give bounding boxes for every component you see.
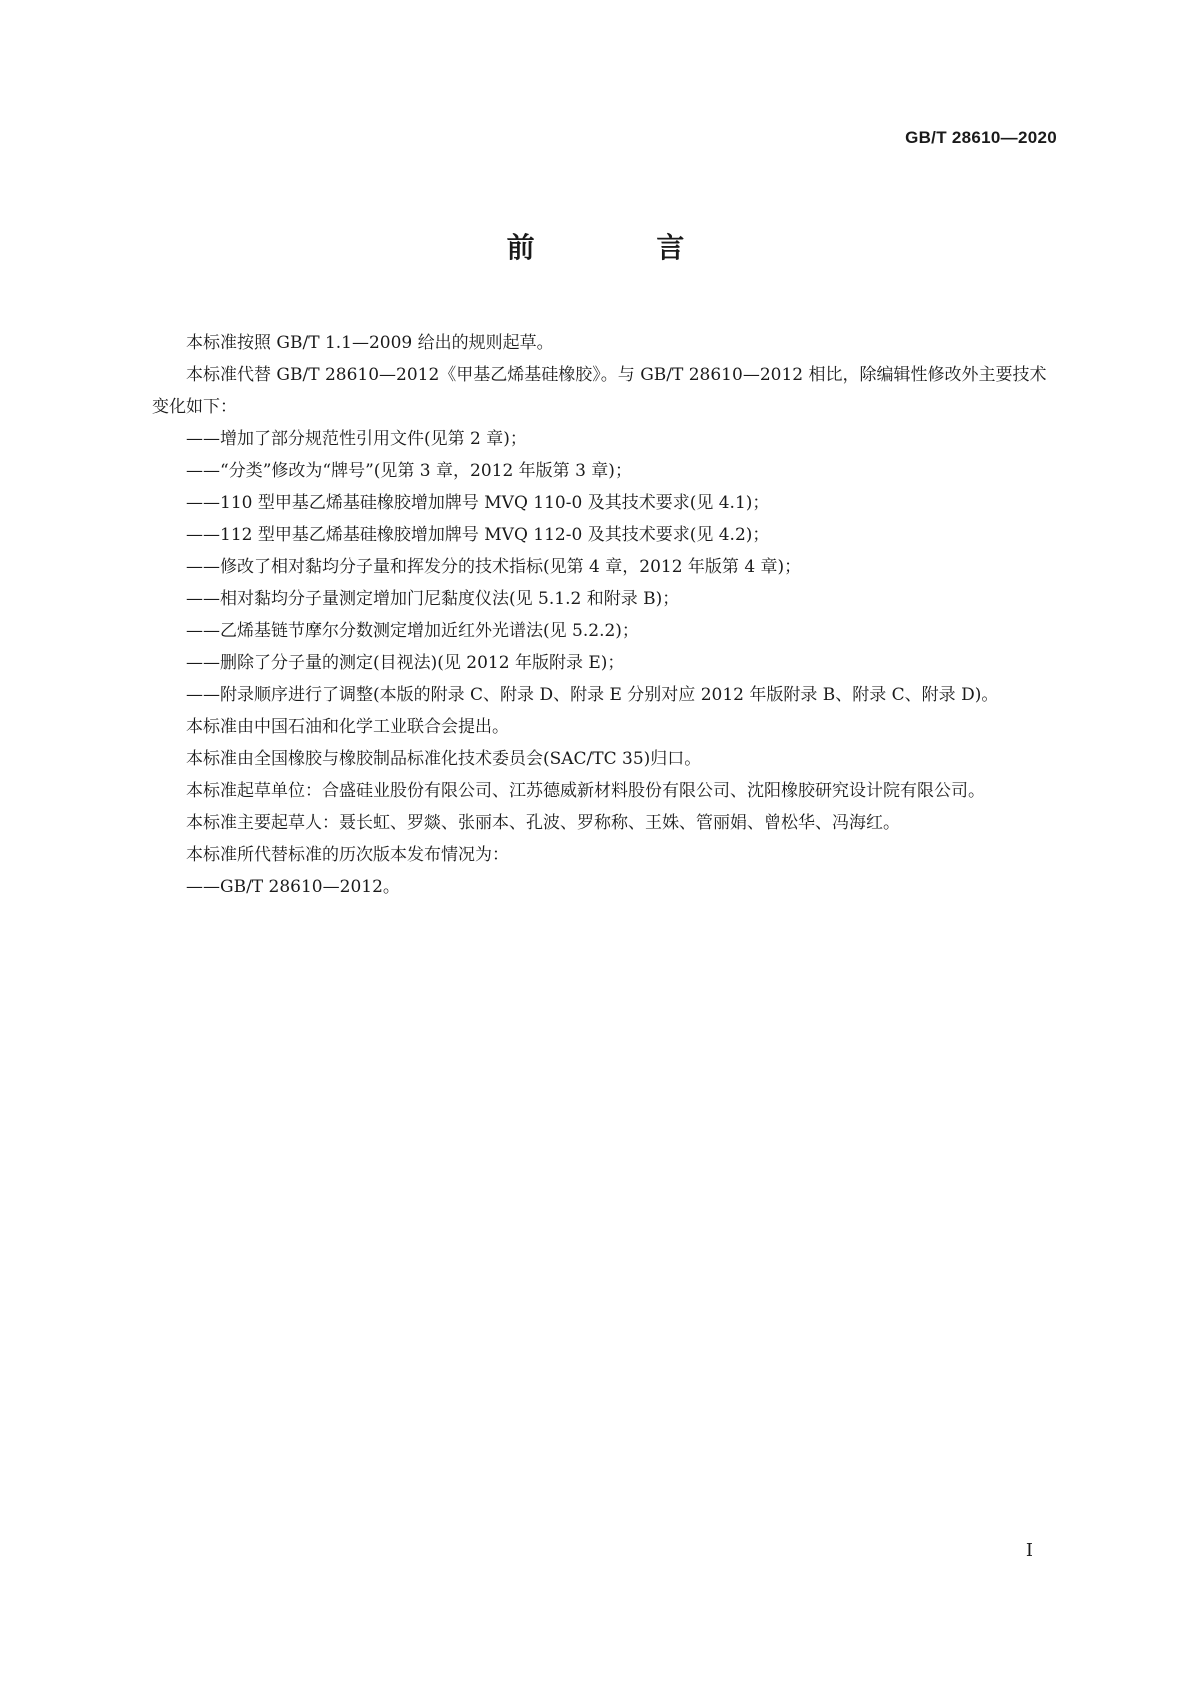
paragraph: 本标准主要起草人：聂长虹、罗燚、张丽本、孔波、罗称称、王姝、管丽娟、曾松华、冯海红。	[186, 813, 900, 833]
list-item: ——相对黏均分子量测定增加门尼黏度仪法(见 5.1.2 和附录 B)；	[186, 589, 680, 609]
list-item: ——附录顺序进行了调整(本版的附录 C、附录 D、附录 E 分别对应 2012 年版附录 B、附录 C、附录 D)。	[186, 685, 999, 705]
list-item: ——112 型甲基乙烯基硅橡胶增加牌号 MVQ 112-0 及其技术要求(见 4.2)；	[186, 525, 770, 545]
list-item: ——110 型甲基乙烯基硅橡胶增加牌号 MVQ 110-0 及其技术要求(见 4.1)；	[186, 493, 770, 513]
paragraph: 本标准起草单位：合盛硅业股份有限公司、江苏德威新材料股份有限公司、沈阳橡胶研究设计院有限公司。	[186, 781, 985, 801]
paragraph: 本标准代替 GB/T 28610—2012《甲基乙烯基硅橡胶》。与 GB/T 28610—2012 相比，除编辑性修改外主要技术变化如下：	[152, 365, 1047, 417]
list-item: ——修改了相对黏均分子量和挥发分的技术指标(见第 4 章，2012 年版第 4 章)；	[186, 557, 802, 577]
list-item: ——乙烯基链节摩尔分数测定增加近红外光谱法(见 5.2.2)；	[186, 621, 639, 641]
paragraph: 本标准所代替标准的历次版本发布情况为：	[186, 845, 509, 865]
page-number: I	[1025, 1540, 1033, 1561]
page-title: 前 言	[506, 231, 741, 264]
list-item: ——删除了分子量的测定(目视法)(见 2012 年版附录 E)；	[186, 653, 625, 673]
list-item: ——增加了部分规范性引用文件(见第 2 章)；	[186, 429, 527, 449]
list-item: ——GB/T 28610—2012。	[186, 877, 400, 897]
paragraph: 本标准按照 GB/T 1.1—2009 给出的规则起草。	[186, 333, 554, 353]
foreword-body	[152, 327, 1060, 903]
paragraph: 本标准由中国石油和化学工业联合会提出。	[186, 717, 509, 737]
paragraph: 本标准由全国橡胶与橡胶制品标准化技术委员会(SAC/TC 35)归口。	[186, 749, 702, 769]
standard-number: GB/T 28610—2020	[905, 128, 1057, 147]
list-item: ——“分类”修改为“牌号”(见第 3 章，2012 年版第 3 章)；	[186, 461, 632, 481]
